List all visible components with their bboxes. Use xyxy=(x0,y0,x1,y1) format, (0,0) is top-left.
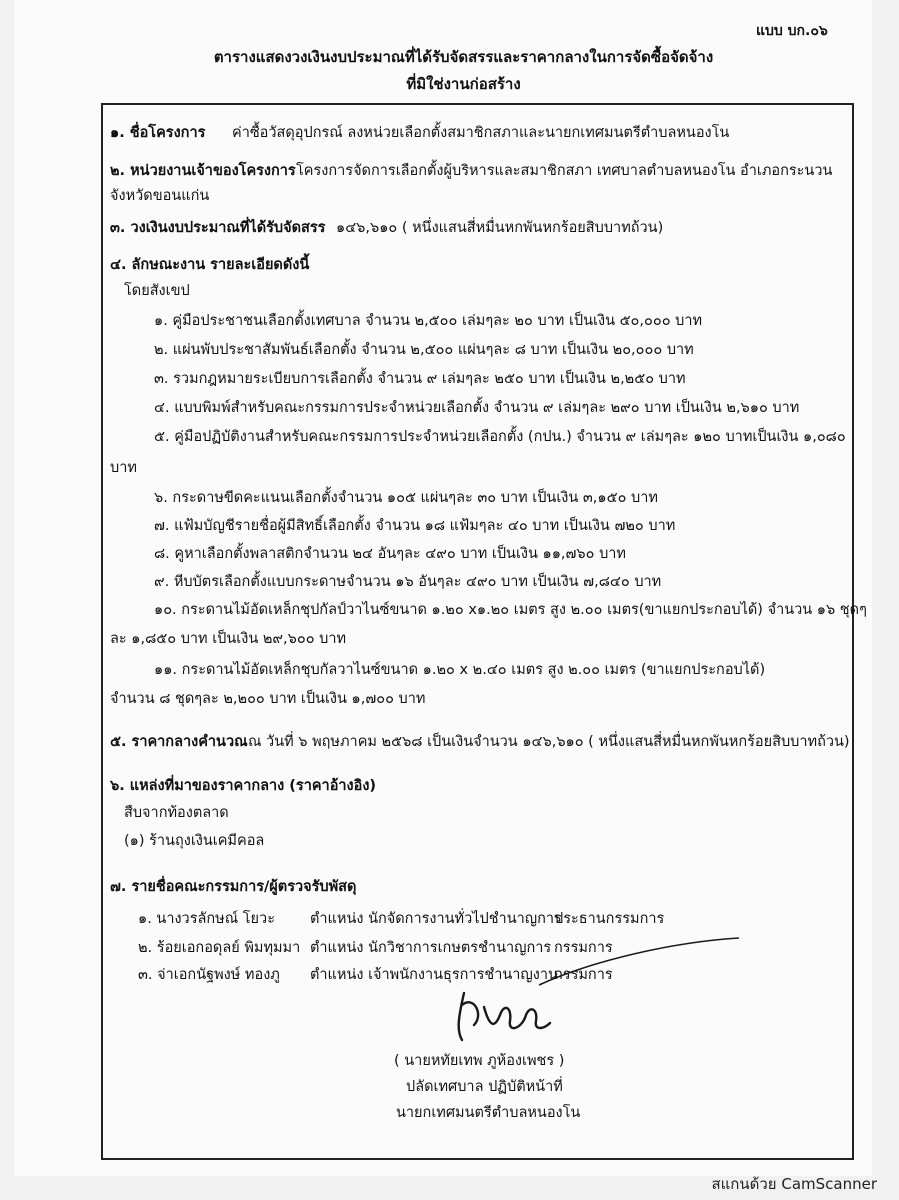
section-6-item: (๑) ร้านถุงเงินเคมีคอล xyxy=(124,833,265,849)
list-item: ๑. คู่มือประชาชนเลือกตั้งเทศบาล จำนวน ๒,๕๐๐ เล่มๆละ ๒๐ บาท เป็นเงิน ๕๐,๐๐๐ บาท xyxy=(154,313,703,329)
committee-role: กรรมการ xyxy=(554,967,613,983)
section-5-text: ณ วันที่ ๖ พฤษภาคม ๒๕๖๘ เป็นเงินจำนวน ๑๔๖,๖๑๐ ( หนึ่งแสนสี่หมื่นหกพันหกร้อยสิบบาทถ้วน) xyxy=(248,734,850,750)
handwritten-signature xyxy=(434,985,574,1045)
section-6-subtitle: สืบจากท้องตลาด xyxy=(124,805,229,821)
list-item-cont: จำนวน ๘ ชุดๆละ ๒,๒๐๐ บาท เป็นเงิน ๑,๗๐๐ บาท xyxy=(110,691,426,707)
document-title: ตารางแสดงวงเงินงบประมาณที่ได้รับจัดสรรและราคากลางในการจัดซื้อจัดจ้าง xyxy=(213,48,714,66)
section-7-label: ๗. รายชื่อคณะกรรมการ/ผู้ตรวจรับพัสดุ xyxy=(110,879,357,895)
list-item: ๙. หีบบัตรเลือกตั้งแบบกระดาษจำนวน ๑๖ อันๆละ ๔๙๐ บาท เป็นเงิน ๗,๘๔๐ บาท xyxy=(154,574,662,590)
committee-name: ๑. นางวรลักษณ์ โยวะ xyxy=(138,911,275,927)
list-item: ๖. กระดาษขีดคะแนนเลือกตั้งจำนวน ๑๐๕ แผ่นๆละ ๓๐ บาท เป็นเงิน ๓,๑๕๐ บาท xyxy=(154,490,658,506)
list-item-cont: ละ ๑,๘๕๐ บาท เป็นเงิน ๒๙,๖๐๐ บาท xyxy=(110,631,347,647)
list-item: ๘. คูหาเลือกตั้งพลาสติกจำนวน ๒๔ อันๆละ ๔๙๐ บาท เป็นเงิน ๑๑,๗๖๐ บาท xyxy=(154,546,626,562)
signature-stroke xyxy=(534,930,744,990)
section-2-text: โครงการจัดการเลือกตั้งผู้บริหารและสมาชิกสภา เทศบาลตำบลหนองโน อำเภอกระนวน xyxy=(296,163,833,179)
camscanner-watermark: สแกนด้วย CamScanner xyxy=(711,1175,877,1193)
list-item: ๑๑. กระดานไม้อัดเหล็กชุบกัลวาไนซ์ขนาด ๑.๒๐ x ๒.๔๐ เมตร สูง ๒.๐๐ เมตร (ขาแยกประกอบได้) xyxy=(154,662,766,678)
committee-position: ตำแหน่ง นักวิชาการเกษตรชำนาญการ xyxy=(310,940,552,956)
list-item-cont: บาท xyxy=(110,460,137,476)
signer-position: ปลัดเทศบาล ปฏิบัติหน้าที่ xyxy=(406,1079,563,1095)
section-4-subtitle: โดยสังเขป xyxy=(124,283,190,299)
section-3-label: ๓. วงเงินงบประมาณที่ได้รับจัดสรร xyxy=(110,220,326,236)
document-page xyxy=(14,0,872,1176)
committee-name: ๒. ร้อยเอกอดุลย์ พิมทุมมา xyxy=(138,940,301,956)
section-1-label: ๑. ชื่อโครงการ xyxy=(110,125,206,141)
section-2-text-cont: จังหวัดขอนแก่น xyxy=(110,188,210,204)
section-1-text: ค่าซื้อวัสดุอุปกรณ์ ลงหน่วยเลือกตั้งสมาชิกสภาและนายกเทศมนตรีตำบลหนองโน xyxy=(232,125,730,141)
list-item: ๔. แบบพิมพ์สำหรับคณะกรรมการประจำหน่วยเลือกตั้ง จำนวน ๙ เล่มๆละ ๒๙๐ บาท เป็นเงิน ๒,๖๑๐ บาท xyxy=(154,400,800,416)
committee-name: ๓. จ่าเอกนัฐพงษ์ ทองภู xyxy=(138,967,280,983)
section-6-label: ๖. แหล่งที่มาของราคากลาง (ราคาอ้างอิง) xyxy=(110,778,377,794)
committee-role: กรรมการ xyxy=(554,940,613,956)
signer-position-2: นายกเทศมนตรีตำบลหนองโน xyxy=(396,1105,581,1121)
section-3-text: ๑๔๖,๖๑๐ ( หนึ่งแสนสี่หมื่นหกพันหกร้อยสิบบาทถ้วน) xyxy=(336,220,664,236)
section-2-label: ๒. หน่วยงานเจ้าของโครงการ xyxy=(110,163,296,179)
committee-position: ตำแหน่ง นักจัดการงานทั่วไปชำนาญการ xyxy=(310,911,562,927)
list-item: ๓. รวมกฎหมายระเบียบการเลือกตั้ง จำนวน ๙ เล่มๆละ ๒๕๐ บาท เป็นเงิน ๒,๒๕๐ บาท xyxy=(154,371,686,387)
committee-position: ตำแหน่ง เจ้าพนักงานธุรการชำนาญงาน xyxy=(310,967,558,983)
committee-role: ประธานกรรมการ xyxy=(554,911,665,927)
signer-name: ( นายหทัยเทพ ภูห้องเพชร ) xyxy=(394,1053,565,1069)
document-subtitle: ที่มิใช่งานก่อสร้าง xyxy=(406,75,521,93)
section-5-label: ๕. ราคากลางคำนวณ xyxy=(110,734,248,750)
list-item: ๒. แผ่นพับประชาสัมพันธ์เลือกตั้ง จำนวน ๒,๕๐๐ แผ่นๆละ ๘ บาท เป็นเงิน ๒๐,๐๐๐ บาท xyxy=(154,342,694,358)
list-item: ๗. แฟ้มบัญชีรายชื่อผู้มีสิทธิ์เลือกตั้ง จำนวน ๑๘ แฟ้มๆละ ๔๐ บาท เป็นเงิน ๗๒๐ บาท xyxy=(154,518,676,534)
list-item: ๑๐. กระดานไม้อัดเหล็กชุปกัลป์วาไนซ์ขนาด ๑.๒๐ x๑.๒๐ เมตร สูง ๒.๐๐ เมตร(ขาแยกประกอบได้) จำนวน ๑๖ ชุดๆ xyxy=(154,602,867,618)
section-4-label: ๔. ลักษณะงาน รายละเอียดดังนี้ xyxy=(110,257,310,273)
form-code: แบบ บก.๐๖ xyxy=(756,23,828,39)
list-item: ๕. คู่มือปฏิบัติงานสำหรับคณะกรรมการประจำหน่วยเลือกตั้ง (กปน.) จำนวน ๙ เล่มๆละ ๑๒๐ บาทเป็นเงิน ๑,๐๘๐ xyxy=(154,429,846,445)
